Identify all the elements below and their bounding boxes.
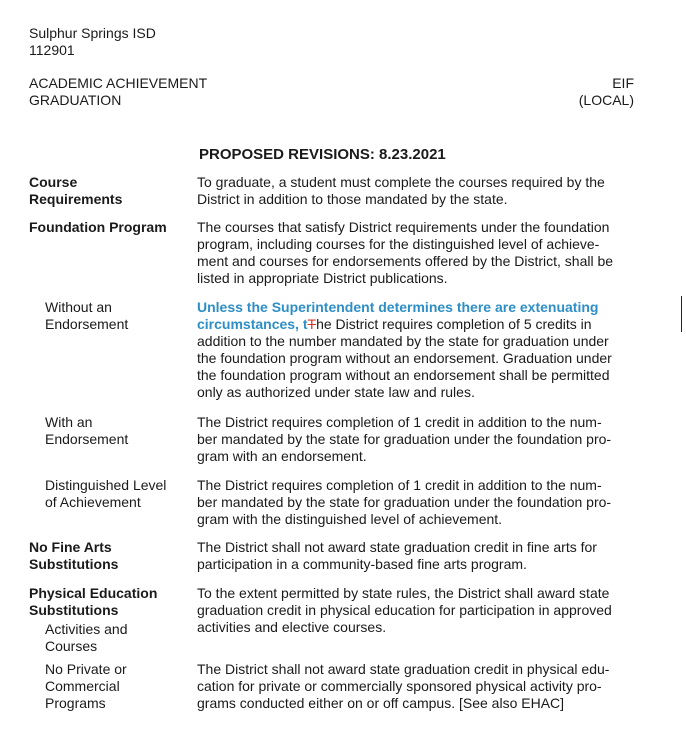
label-line: Course <box>29 174 78 190</box>
text-line: the foundation program without an endorsement shall be permitted <box>197 367 610 383</box>
policy-code-block <box>500 75 634 109</box>
deleted-text: T <box>307 316 317 332</box>
label-no-private-programs <box>45 661 189 712</box>
text-distinguished-level <box>197 477 645 528</box>
label-line: Endorsement <box>45 316 129 332</box>
label-line: Distinguished Level <box>45 477 167 493</box>
label-line: of Achievement <box>45 494 141 510</box>
text-no-fine-arts <box>197 539 645 573</box>
label-line: Physical Education <box>29 585 158 601</box>
label-line: Programs <box>45 695 106 711</box>
inserted-text: circumstances, t <box>197 316 308 332</box>
district-name: Sulphur Springs ISD <box>29 25 156 41</box>
district-code: 112901 <box>29 42 75 58</box>
text-line: The courses that satisfy District requirements under the foundation <box>197 219 610 235</box>
label-line: Requirements <box>29 191 123 207</box>
text-line: activities and elective courses. <box>197 619 387 635</box>
text-activities-courses <box>197 585 645 636</box>
text-line: The District shall not award state graduation credit in physical edu- <box>197 661 610 677</box>
revision-title: PROPOSED REVISIONS: 8.23.2021 <box>199 146 446 163</box>
label-line: Foundation Program <box>29 219 167 235</box>
label-line: With an <box>45 414 93 430</box>
label-distinguished-level <box>45 477 189 511</box>
text-line: participation in a community-based fine arts program. <box>197 556 527 572</box>
text-line: gram with an endorsement. <box>197 448 367 464</box>
text-line: ber mandated by the state for graduation under the foundation pro- <box>197 494 612 510</box>
text-line: only as authorized under state law and rules. <box>197 384 475 400</box>
label-line: No Fine Arts <box>29 539 112 555</box>
label-no-fine-arts <box>29 539 189 573</box>
inserted-text: Unless the Superintendent determines there are extenuating <box>197 299 599 315</box>
text-line: To graduate, a student must complete the courses required by the <box>197 174 605 190</box>
label-activities-courses <box>45 621 189 655</box>
text-course-requirements <box>197 174 645 208</box>
policy-section-heading <box>29 75 207 109</box>
text-line: program, including courses for the distinguished level of achieve- <box>197 236 600 252</box>
policy-type: (LOCAL) <box>578 92 634 108</box>
text-line <box>197 316 645 333</box>
text-line: ment and courses for endorsements offered by the District, shall be <box>197 253 614 269</box>
label-foundation-program <box>29 219 189 236</box>
text-line: the foundation program without an endorsement. Graduation under <box>197 350 612 366</box>
text-cursor <box>681 296 682 332</box>
text-line: graduation credit in physical education for participation in approved <box>197 602 612 618</box>
text-line: addition to the number mandated by the state for graduation under <box>197 333 609 349</box>
text-line: gram with the distinguished level of achievement. <box>197 511 503 527</box>
label-line: Activities and <box>45 621 128 637</box>
label-line: Without an <box>45 299 112 315</box>
label-line: Substitutions <box>29 556 119 572</box>
text-line: listed in appropriate District publications. <box>197 270 448 286</box>
label-line: Commercial <box>45 678 120 694</box>
text-line: grams conducted either on or off campus. [See also EHAC] <box>197 695 565 711</box>
text-line: The District requires completion of 1 credit in addition to the num- <box>197 477 602 493</box>
text-line: To the extent permitted by state rules, the District shall award state <box>197 585 610 601</box>
text-fragment: he District requires completion of 5 credits in <box>316 316 592 332</box>
label-course-requirements <box>29 174 189 208</box>
text-without-endorsement <box>197 299 645 401</box>
policy-code: EIF <box>612 75 634 91</box>
section-title: ACADEMIC ACHIEVEMENT <box>29 75 208 91</box>
text-no-private-programs <box>197 661 645 712</box>
text-line: District in addition to those mandated by the state. <box>197 191 508 207</box>
label-pe-substitutions <box>29 585 189 619</box>
label-line: Courses <box>45 638 98 654</box>
text-with-endorsement <box>197 414 645 465</box>
label-with-endorsement <box>45 414 189 448</box>
label-line: Endorsement <box>45 431 129 447</box>
section-subtitle: GRADUATION <box>29 92 122 108</box>
text-line: ber mandated by the state for graduation under the foundation pro- <box>197 431 612 447</box>
text-line: The District requires completion of 1 credit in addition to the num- <box>197 414 602 430</box>
text-line: cation for private or commercially sponsored physical activity pro- <box>197 678 602 694</box>
text-foundation-program <box>197 219 645 287</box>
text-line: The District shall not award state graduation credit in fine arts for <box>197 539 597 555</box>
label-without-endorsement <box>45 299 189 333</box>
label-line: No Private or <box>45 661 127 677</box>
label-line: Substitutions <box>29 602 119 618</box>
district-header <box>29 25 156 59</box>
